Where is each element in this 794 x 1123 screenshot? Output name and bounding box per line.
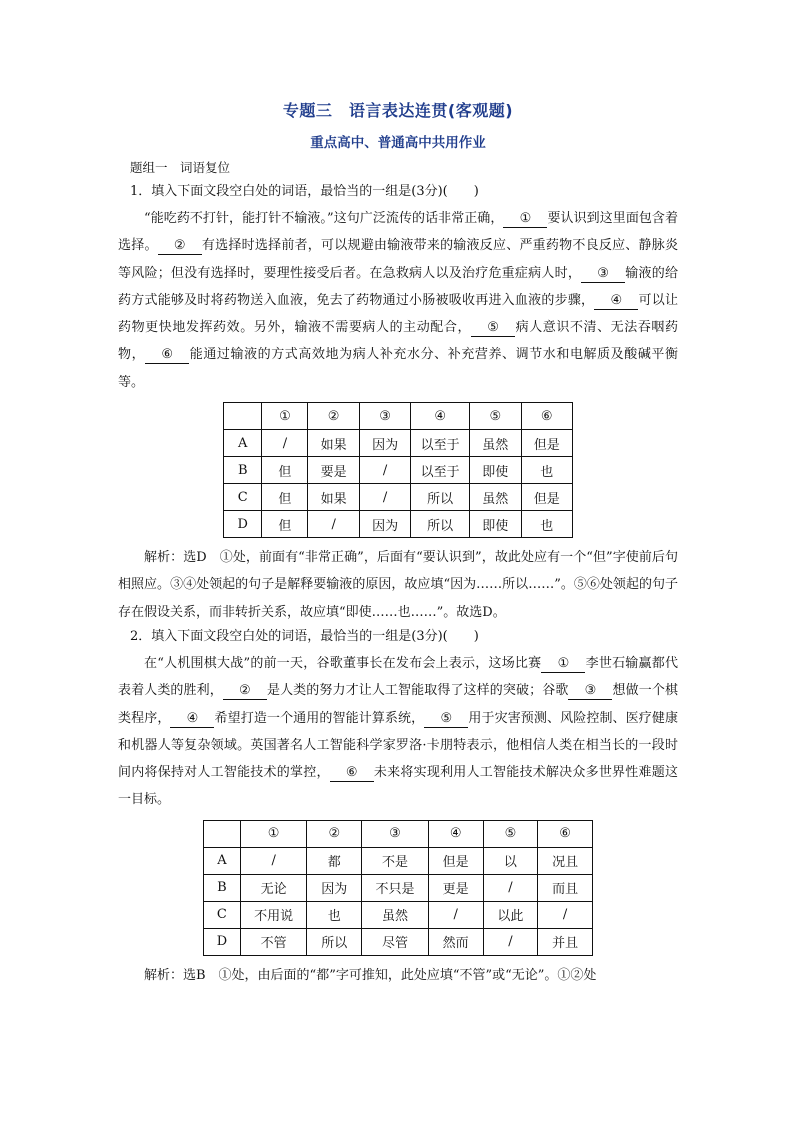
blank-2: ② (223, 683, 267, 700)
passage-text: 用于灾害预测、风险控制、医疗健康和机器人等复杂领域。英国著名人工智能科学家罗洛·卡朋特表示，他相信人类在相当长的一段时间内将保持对人工智能技术的掌控， (118, 710, 678, 781)
question-2-analysis: 解析：选B ①处，由后面的“都”字可推知，此处应填“不管”或“无论”。①②处 (144, 967, 597, 983)
table-cell: ⑤ (470, 403, 521, 430)
table-cell: ③ (359, 403, 410, 430)
table-header-row (204, 820, 593, 847)
document-page (118, 98, 678, 989)
table-cell: ⑥ (538, 820, 593, 847)
table-cell: 不用说 (240, 901, 307, 928)
table-row (224, 484, 573, 511)
passage-text: 在“人机围棋大战”的前一天，谷歌董事长在发布会上表示，这场比赛 (144, 655, 542, 671)
table-cell: / (483, 874, 538, 901)
question-1-options-table (223, 402, 573, 538)
table-cell: 而且 (538, 874, 593, 901)
table-cell: 因为 (359, 511, 410, 538)
passage-text: 未来将实现利用人工智能技术解决众多世界性难题这一目标。 (118, 765, 678, 808)
table-row (224, 430, 573, 457)
table-cell: 以至于 (411, 457, 470, 484)
table-cell: A (224, 430, 262, 457)
table-cell: 以至于 (411, 430, 470, 457)
table-cell: 因为 (307, 874, 362, 901)
passage-text: 想做一个棋类程序， (118, 683, 678, 726)
table-cell: 如果 (308, 484, 359, 511)
table-cell: / (483, 928, 538, 955)
table-cell: 虽然 (362, 901, 429, 928)
table-cell: ③ (362, 820, 429, 847)
question-1-passage (118, 205, 678, 396)
table-row (224, 511, 573, 538)
table-cell: B (204, 874, 241, 901)
table-cell: ② (307, 820, 362, 847)
table-cell: ⑤ (483, 820, 538, 847)
table-cell (204, 820, 241, 847)
table-cell: 尽管 (362, 928, 429, 955)
table-cell: 不只是 (362, 874, 429, 901)
passage-text: 要认识到这里面包含着选择。 (118, 211, 678, 254)
table-cell: 要是 (308, 457, 359, 484)
table-cell: 以此 (483, 901, 538, 928)
blank-3: ③ (581, 266, 625, 283)
table-cell: 但 (262, 457, 308, 484)
question-2-passage (118, 650, 678, 814)
table-cell: ④ (428, 820, 483, 847)
table-cell: 但 (262, 484, 308, 511)
passage-text: 是人类的努力才让人工智能取得了这样的突破；谷歌 (266, 683, 569, 699)
table-cell: A (204, 847, 241, 874)
passage-text: 能通过输液的方式高效地为病人补充水分、补充营养、调节水和电解质及酸碱平衡等。 (118, 347, 678, 390)
page-subtitle: 重点高中、普通高中共用作业 (310, 135, 486, 151)
question-1-stem: 1．填入下面文段空白处的词语，最恰当的一组是(3分)( ) (130, 184, 479, 199)
table-cell: / (308, 511, 359, 538)
table-cell: 不管 (240, 928, 307, 955)
blank-3: ③ (568, 683, 612, 700)
table-cell: 也 (521, 457, 572, 484)
blank-5: ⑤ (471, 320, 515, 337)
table-cell: 虽然 (470, 484, 521, 511)
table-cell: 但是 (521, 430, 572, 457)
table-cell: ④ (411, 403, 470, 430)
passage-text: 希望打造一个通用的智能计算系统， (214, 710, 425, 726)
table-cell: / (240, 847, 307, 874)
blank-6: ⑥ (330, 765, 374, 782)
passage-text: 输液的给药方式能够及时将药物送入血液，免去了药物通过小肠被吸收再进入血液的步骤， (118, 265, 678, 308)
table-cell: 然而 (428, 928, 483, 955)
table-cell: 即使 (470, 511, 521, 538)
table-cell: D (204, 928, 241, 955)
table-row (204, 847, 593, 874)
table-cell: 也 (307, 901, 362, 928)
table-cell: 所以 (411, 511, 470, 538)
question-2-options-table (203, 820, 593, 956)
table-cell: 无论 (240, 874, 307, 901)
passage-text: “能吃药不打针，能打针不输液。”这句广泛流传的话非常正确， (144, 211, 504, 226)
table-cell: 所以 (307, 928, 362, 955)
table-cell: 所以 (411, 484, 470, 511)
group-label: 题组一 词语复位 (130, 160, 231, 175)
table-cell: 都 (307, 847, 362, 874)
table-cell: 况且 (538, 847, 593, 874)
table-cell: ⑥ (521, 403, 572, 430)
table-row (204, 874, 593, 901)
table-cell: 以 (483, 847, 538, 874)
blank-5: ⑤ (424, 711, 468, 728)
table-cell: / (428, 901, 483, 928)
question-1-analysis: 解析：选D ①处，前面有“非常正确”，后面有“要认识到”，故此处应有一个“但”字使前后句相照应。③④处领起的句子是解释要输液的原因，故应填“因为……所以……”。⑤⑥处领起的句子存在假设关系，而非转折关系，故应填“即使……也……”。故选D。 (118, 550, 678, 620)
table-cell: ① (240, 820, 307, 847)
page-title: 专题三 语言表达连贯(客观题) (282, 101, 514, 120)
table-cell: / (359, 457, 410, 484)
table-cell: B (224, 457, 262, 484)
table-cell: 因为 (359, 430, 410, 457)
blank-2: ② (158, 238, 202, 255)
table-header-row (224, 403, 573, 430)
table-cell: 更是 (428, 874, 483, 901)
passage-text: 可以让药物更快地发挥药效。另外，输液不需要病人的主动配合， (118, 292, 678, 336)
table-cell: / (538, 901, 593, 928)
table-row (204, 901, 593, 928)
table-cell: 不是 (362, 847, 429, 874)
table-cell: 如果 (308, 430, 359, 457)
table-cell: 并且 (538, 928, 593, 955)
passage-text: 病人意识不清、无法吞咽药物， (118, 320, 678, 363)
table-cell: 但是 (428, 847, 483, 874)
blank-4: ④ (594, 293, 638, 310)
blank-6: ⑥ (145, 347, 189, 364)
table-cell: C (204, 901, 241, 928)
table-cell: 也 (521, 511, 572, 538)
table-cell: 即使 (470, 457, 521, 484)
passage-text: 李世石输赢都代表着人类的胜利， (118, 655, 678, 699)
passage-text: 有选择时选择前者，可以规避由输液带来的输液反应、严重药物不良反应、静脉炎等风险；但没有选择时，要理性接受后者。在急救病人以及治疗危重症病人时， (118, 238, 678, 281)
table-cell (224, 403, 262, 430)
table-cell: ① (262, 403, 308, 430)
blank-4: ④ (170, 711, 214, 728)
table-cell: / (262, 430, 308, 457)
table-cell: ② (308, 403, 359, 430)
table-cell: 但是 (521, 484, 572, 511)
question-2-stem: 2．填入下面文段空白处的词语，最恰当的一组是(3分)( ) (130, 628, 479, 644)
table-cell: C (224, 484, 262, 511)
blank-1: ① (503, 211, 547, 228)
table-cell: D (224, 511, 262, 538)
table-cell: / (359, 484, 410, 511)
table-row (204, 928, 593, 955)
blank-1: ① (541, 656, 585, 673)
table-row (224, 457, 573, 484)
table-cell: 但 (262, 511, 308, 538)
table-cell: 虽然 (470, 430, 521, 457)
